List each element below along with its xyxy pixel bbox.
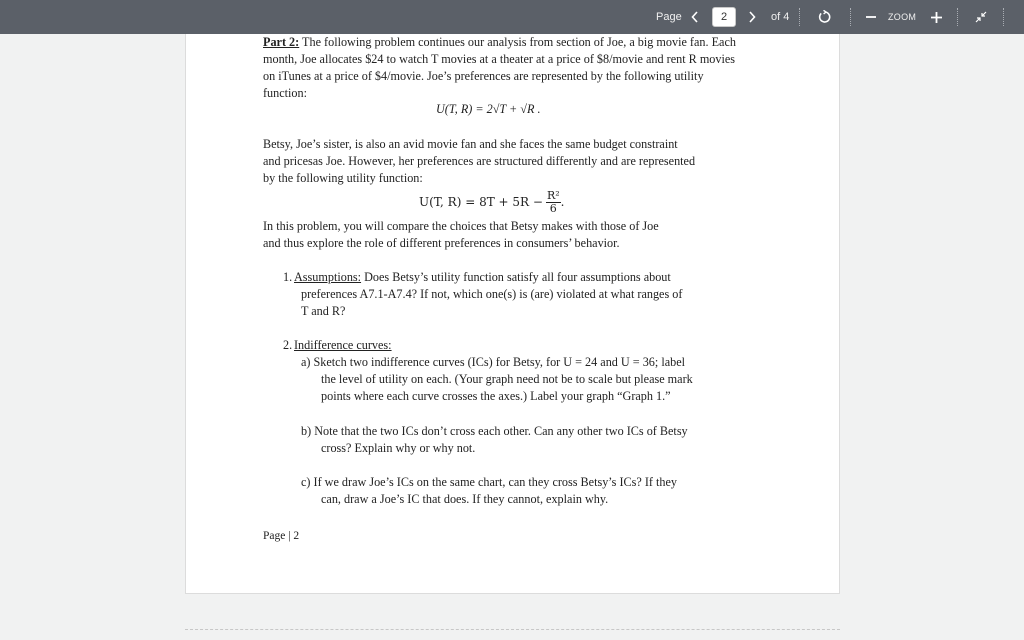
betsy-paragraph [263, 136, 763, 187]
collapse-icon [975, 11, 987, 23]
question-2b [301, 423, 741, 457]
q1-number: 1. [283, 270, 293, 284]
text-line: In this problem, you will compare the choices that Betsy makes with those of Joe [263, 219, 659, 233]
page-count: of 4 [771, 11, 790, 23]
minus-icon [866, 12, 876, 22]
question-2c [301, 474, 741, 508]
next-page-button[interactable] [745, 0, 759, 34]
text-line: b) Note that the two ICs don’t cross each other. Can any other two ICs of Betsy [301, 424, 688, 438]
text-line: the level of utility on each. (Your graph need not be to scale but please mark [321, 372, 693, 386]
text-line: function: [263, 86, 308, 100]
compare-paragraph [263, 218, 763, 252]
text-line: The following problem continues our analysis from section of Joe, a big movie fan. Each [302, 35, 736, 49]
formula-left: U(T, R) = 8T + 5R − [419, 194, 543, 209]
text-line: preferences A7.1-A7.4? If not, which one(s) is (are) violated at what ranges of [301, 287, 683, 301]
formula-end: . [560, 194, 565, 209]
toolbar-divider [1003, 8, 1004, 26]
prev-page-button[interactable] [688, 0, 702, 34]
pdf-toolbar [0, 0, 1024, 34]
next-page-edge [185, 629, 840, 640]
q1-title: Assumptions: [294, 270, 362, 284]
text-line: cross? Explain why or why not. [321, 441, 476, 455]
question-1 [294, 269, 734, 286]
chevron-right-icon [748, 11, 756, 23]
collapse-button[interactable] [974, 0, 988, 34]
joe-utility-formula: U(T, R) = 2√T + √R . [436, 102, 541, 116]
q2-number: 2. [283, 338, 293, 352]
fraction-denominator: 6 [549, 201, 557, 215]
q2-title: Indifference curves: [294, 338, 392, 352]
text-line: and pricesas Joe. However, her preferences are structured differently and are represented [263, 154, 696, 168]
toolbar-divider [850, 8, 851, 26]
zoom-in-button[interactable] [929, 0, 943, 34]
toolbar-divider [799, 8, 800, 26]
page-label: Page [656, 11, 682, 23]
fraction-numerator: R² [546, 188, 560, 202]
document-page [185, 34, 840, 594]
question-2a [301, 354, 741, 405]
intro-paragraph [263, 34, 763, 102]
toolbar-divider [957, 8, 958, 26]
text-line: c) If we draw Joe’s ICs on the same chart, can they cross Betsy’s ICs? If they [301, 475, 678, 489]
page-number-input[interactable] [712, 7, 736, 27]
question-1-cont [301, 286, 741, 320]
text-line: T and R? [301, 304, 346, 318]
page-footer: Page | 2 [263, 530, 300, 542]
part-label: Part 2: [263, 35, 300, 49]
text-line: month, Joe allocates $24 to watch T movies at a theater at a price of $8/movie and rent R movies [263, 52, 736, 66]
zoom-label: ZOOM [888, 12, 917, 22]
text-line: a) Sketch two indifference curves (ICs) for Betsy, for U = 24 and U = 36; label [301, 355, 686, 369]
rotate-icon [818, 10, 832, 24]
text-line: Does Betsy’s utility function satisfy all four assumptions about [361, 270, 671, 284]
text-line: on iTunes at a price of $4/movie. Joe’s preferences are represented by the following utility [263, 69, 704, 83]
plus-icon [931, 12, 942, 23]
text-line: by the following utility function: [263, 171, 423, 185]
formula-fraction [546, 190, 561, 215]
text-line: can, draw a Joe’s IC that does. If they cannot, explain why. [321, 492, 609, 506]
betsy-utility-formula [419, 186, 564, 218]
chevron-left-icon [691, 11, 699, 23]
rotate-button[interactable] [817, 0, 833, 34]
text-line: Betsy, Joe’s sister, is also an avid movie fan and she faces the same budget constraint [263, 137, 678, 151]
zoom-out-button[interactable] [864, 0, 878, 34]
text-line: points where each curve crosses the axes.) Label your graph “Graph 1.” [321, 389, 671, 403]
text-line: and thus explore the role of different preferences in consumers’ behavior. [263, 236, 620, 250]
